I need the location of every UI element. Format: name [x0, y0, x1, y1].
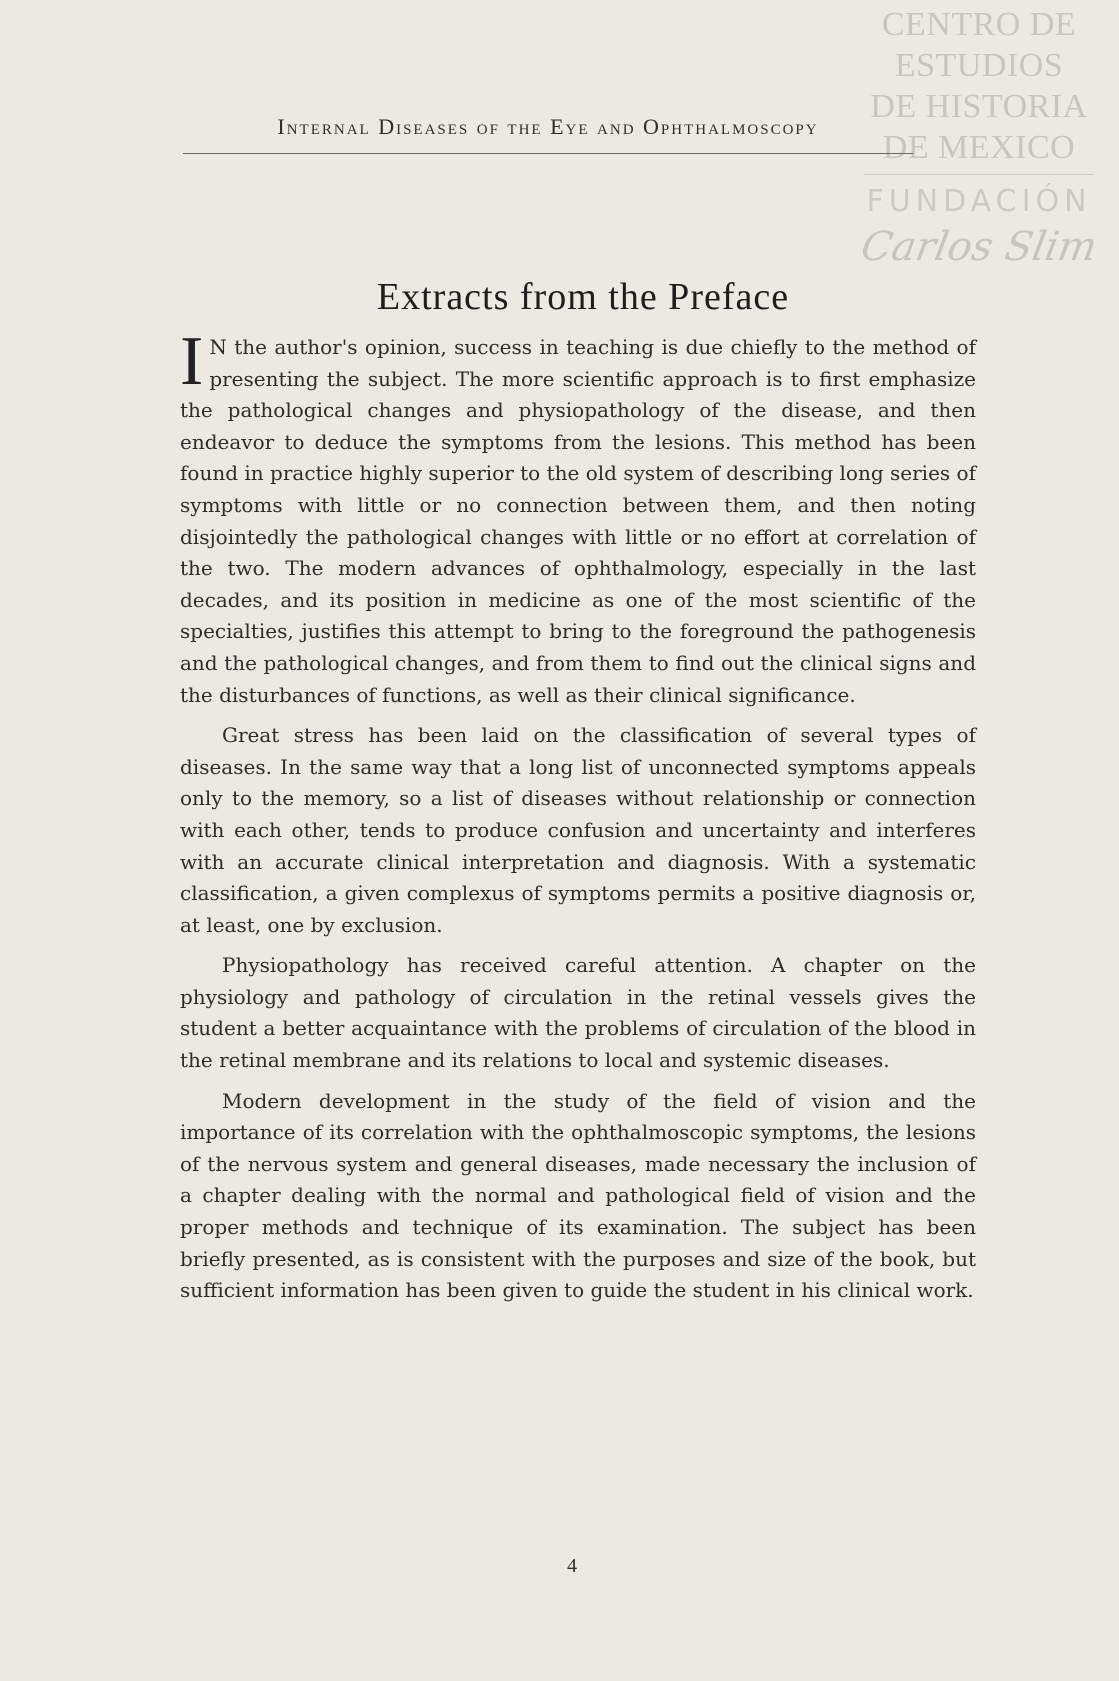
paragraph-2: Great stress has been laid on the classification of several types of diseases. In the same way that a long list of unconnected symptoms appeals only to the memory, so a list of diseases without relationship or connection with each other, tends to produce confusion and uncertainty and interferes with an accurate clinical interpretation and diagnosis. With a systematic classification, a given complexus of symptoms permits a positive diagnosis or, at least, one by exclusion.	[180, 723, 976, 937]
paragraph-1-text: N the author's opinion, success in teaching is due chiefly to the method of presenting the subject. The more scientific approach is to first emphasize the pathological changes and physiopathology of the disease, and then endeavor to deduce the symptoms from the lesions. This method has been found in practice highly superior to the old system of describing long series of symptoms with little or no connection between them, and then noting disjointedly the pathological changes with little or no effort at correlation of the two. The modern advances of ophthalmology, especially in the last decades, and its position in medicine as one of the most scientific of the specialties, justifies this attempt to bring to the foreground the pathogenesis and the pathological changes, and from them to find out the clinical signs and the disturbances of functions, as well as their clinical significance.	[180, 335, 976, 707]
watermark-divider	[864, 174, 1094, 175]
paragraph-3: Physiopathology has received careful attention. A chapter on the physiology and pathology of circulation in the retinal vessels gives the student a better acquaintance with the problems of circulation of the blood in the retinal membrane and its relations to local and systemic diseases.	[180, 953, 976, 1073]
paragraph-4: Modern development in the study of the field of vision and the importance of its correlation with the ophthalmoscopic symptoms, the lesions of the nervous system and general diseases, made necessary the inclusion of a chapter dealing with the normal and pathological field of vision and the proper methods and technique of its examination. The subject has been briefly presented, as is consistent with the purposes and size of the book, but sufficient information has been given to guide the student in his clinical work.	[180, 1088, 976, 1303]
watermark-line-2: ESTUDIOS	[894, 47, 1064, 84]
watermark-line-3: DE HISTORIA	[870, 88, 1088, 125]
watermark-foundation: FUNDACIÓN	[866, 184, 1092, 219]
drop-cap: I	[180, 323, 204, 400]
watermark-signature: Carlos Slim	[857, 224, 1101, 270]
watermark-line-1: CENTRO DE	[881, 6, 1077, 43]
watermark-line-4: DE MEXICO	[882, 129, 1076, 166]
running-header: Internal Diseases of the Eye and Ophthalmoscopy	[277, 114, 819, 139]
section-title: Extracts from the Preface	[376, 276, 790, 319]
page-number: 4	[567, 1555, 577, 1577]
header-rule	[183, 153, 913, 154]
preface-body	[180, 323, 976, 1316]
paragraph-1	[180, 323, 976, 711]
